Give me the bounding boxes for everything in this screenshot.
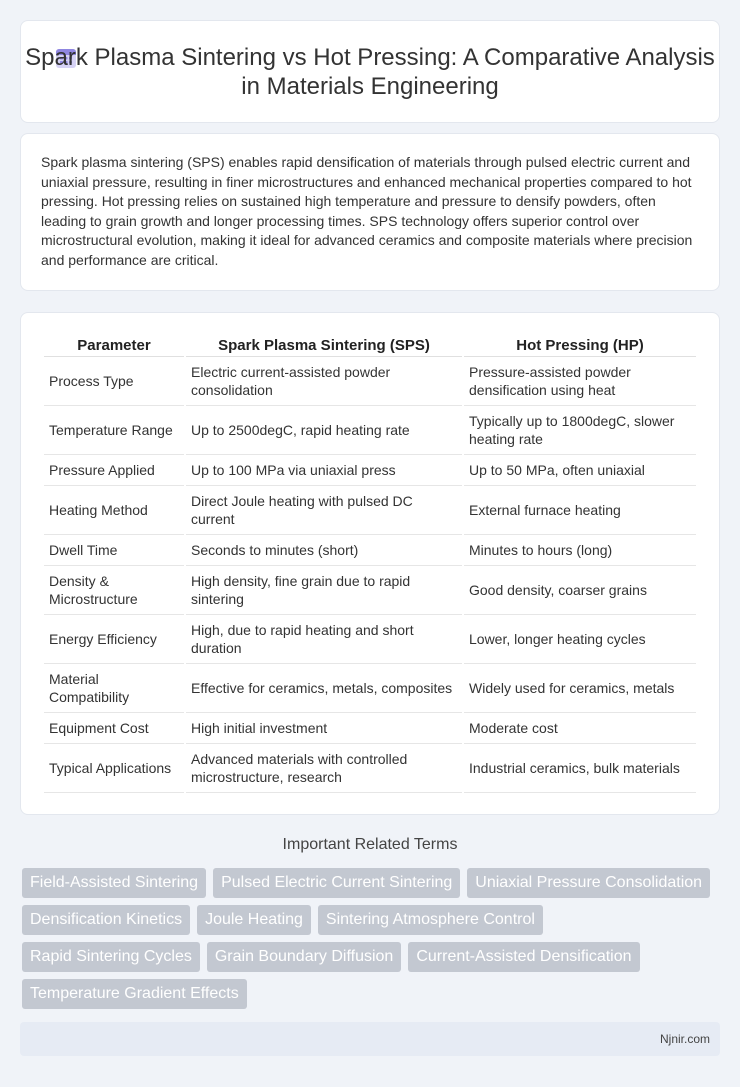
related-terms-title: Important Related Terms [282, 836, 458, 853]
row-sps-value: Up to 100 MPa via uniaxial press [186, 455, 462, 486]
footer-site-link[interactable]: Njnir.com [659, 1032, 710, 1046]
comparison-table [42, 333, 698, 793]
row-sps-value: High, due to rapid heating and short duration [186, 615, 462, 664]
row-hp-value: Lower, longer heating cycles [464, 615, 696, 664]
table-row [44, 615, 696, 664]
row-hp-value: External furnace heating [464, 486, 696, 535]
table-row [44, 566, 696, 615]
table-row [44, 713, 696, 744]
intro-paragraph: Spark plasma sintering (SPS) enables rapid densification of materials through pulsed electric current and uniaxial pressure, resulting in finer microstructures and enhanced mechanical properties compared to hot pressing. Hot pressing relies on sustained high temperature and pressure to densify powders, often leading to grain growth and longer processing times. SPS technology offers superior control over microstructural evolution, making it ideal for advanced ceramics and composite materials where precision and performance are critical. [41, 154, 693, 268]
row-sps-value: Electric current-assisted powder consolidation [186, 357, 462, 406]
row-parameter: Heating Method [44, 486, 184, 535]
row-parameter: Energy Efficiency [44, 615, 184, 664]
row-parameter: Typical Applications [44, 744, 184, 793]
comparison-table-card [20, 312, 720, 815]
row-parameter: Dwell Time [44, 535, 184, 566]
row-hp-value: Industrial ceramics, bulk materials [464, 744, 696, 793]
row-parameter: Process Type [44, 357, 184, 406]
row-sps-value: Seconds to minutes (short) [186, 535, 462, 566]
related-term-tag[interactable]: Field-Assisted Sintering [22, 868, 206, 898]
page-title: Spark Plasma Sintering vs Hot Pressing: A Comparative Analysis in Materials Engineering [25, 44, 715, 100]
table-header-row [44, 333, 696, 357]
row-hp-value: Moderate cost [464, 713, 696, 744]
row-sps-value: Effective for ceramics, metals, composites [186, 664, 462, 713]
header-parameter: Parameter [44, 333, 184, 357]
related-term-tag[interactable]: Uniaxial Pressure Consolidation [467, 868, 710, 898]
header-hp: Hot Pressing (HP) [464, 333, 696, 357]
table-row [44, 486, 696, 535]
related-term-tag[interactable]: Joule Heating [197, 905, 311, 935]
row-parameter: Density & Microstructure [44, 566, 184, 615]
row-parameter: Temperature Range [44, 406, 184, 455]
row-sps-value: Up to 2500degC, rapid heating rate [186, 406, 462, 455]
intro-card [20, 133, 720, 291]
related-term-tag[interactable]: Temperature Gradient Effects [22, 979, 247, 1009]
related-term-tag[interactable]: Rapid Sintering Cycles [22, 942, 200, 972]
row-hp-value: Up to 50 MPa, often uniaxial [464, 455, 696, 486]
row-hp-value: Good density, coarser grains [464, 566, 696, 615]
footer [20, 1022, 720, 1056]
row-hp-value: Widely used for ceramics, metals [464, 664, 696, 713]
related-term-tag[interactable]: Sintering Atmosphere Control [318, 905, 543, 935]
row-parameter: Equipment Cost [44, 713, 184, 744]
related-term-tag[interactable]: Current-Assisted Densification [408, 942, 639, 972]
row-sps-value: High density, fine grain due to rapid sintering [186, 566, 462, 615]
row-sps-value: Direct Joule heating with pulsed DC current [186, 486, 462, 535]
table-row [44, 357, 696, 406]
table-row [44, 535, 696, 566]
related-term-tag[interactable]: Grain Boundary Diffusion [207, 942, 401, 972]
row-parameter: Pressure Applied [44, 455, 184, 486]
table-row [44, 406, 696, 455]
related-terms-list [22, 868, 722, 1009]
title-card [20, 20, 720, 123]
row-sps-value: High initial investment [186, 713, 462, 744]
header-sps: Spark Plasma Sintering (SPS) [186, 333, 462, 357]
table-row [44, 455, 696, 486]
related-term-tag[interactable]: Densification Kinetics [22, 905, 190, 935]
table-row [44, 744, 696, 793]
row-parameter: Material Compatibility [44, 664, 184, 713]
related-term-tag[interactable]: Pulsed Electric Current Sintering [213, 868, 460, 898]
row-hp-value: Typically up to 1800degC, slower heating rate [464, 406, 696, 455]
row-sps-value: Advanced materials with controlled microstructure, research [186, 744, 462, 793]
row-hp-value: Pressure-assisted powder densification using heat [464, 357, 696, 406]
row-hp-value: Minutes to hours (long) [464, 535, 696, 566]
table-row [44, 664, 696, 713]
